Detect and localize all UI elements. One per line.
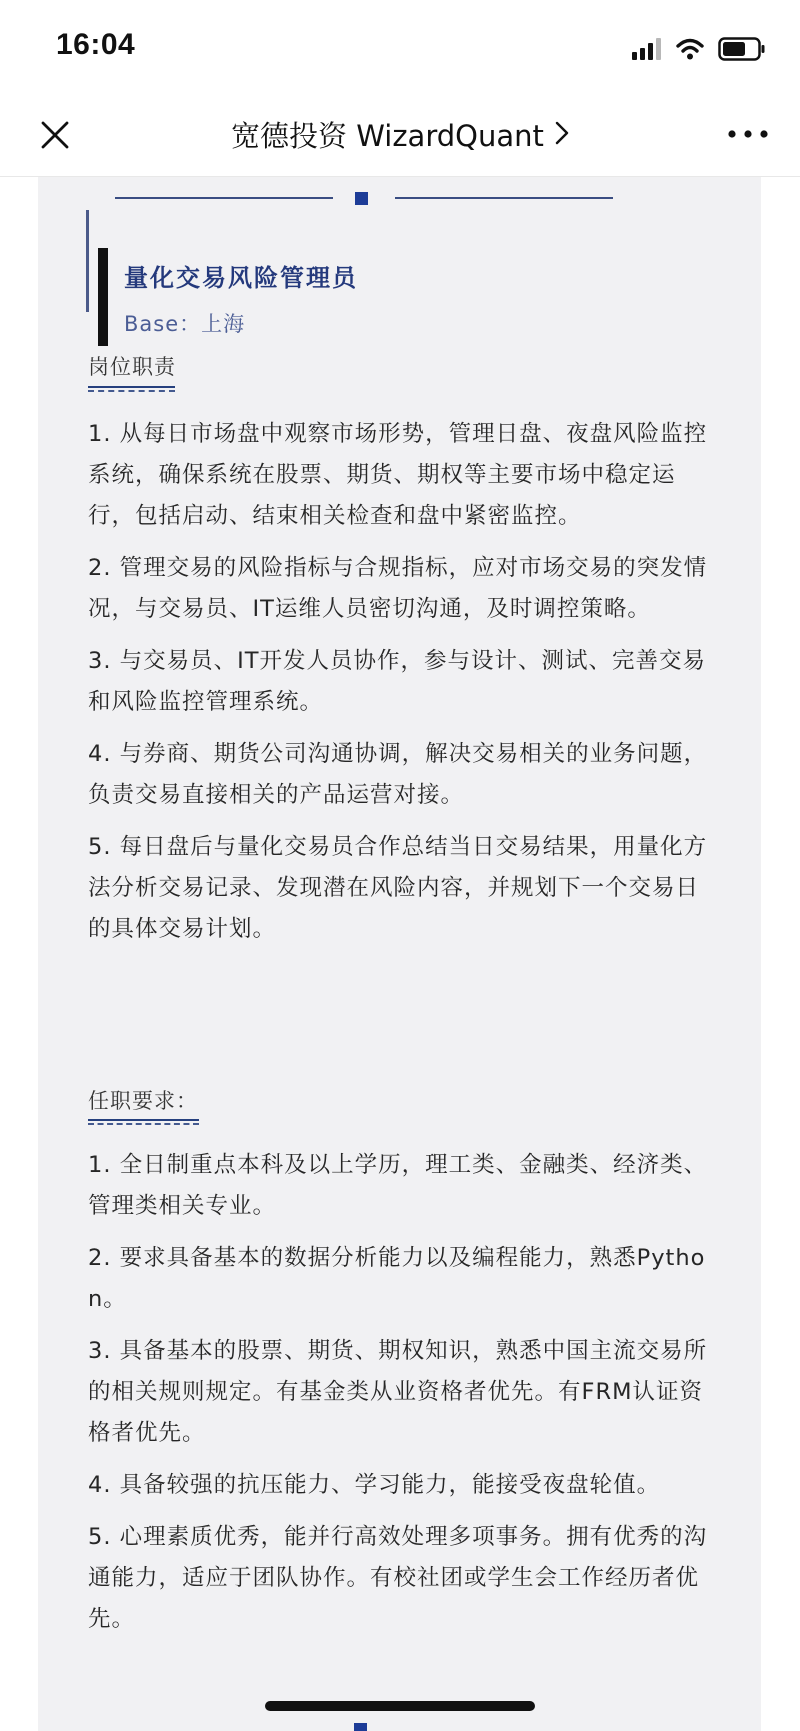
chevron-right-icon <box>555 120 569 146</box>
list-item: 4. 与券商、期货公司沟通协调，解决交易相关的业务问题，负责交易直接相关的产品运营对接。 <box>88 741 708 808</box>
nav-bar <box>0 96 800 177</box>
list-item: 3. 与交易员、IT开发人员协作，参与设计、测试、完善交易和风险监控管理系统。 <box>88 648 707 715</box>
responsibilities-heading: 岗位职责 <box>88 355 176 379</box>
battery-icon <box>718 37 766 61</box>
requirements-heading: 任职要求： <box>88 1089 198 1113</box>
status-time: 16:04 <box>56 28 136 61</box>
status-icons <box>632 32 766 66</box>
title-accent-thin-bar <box>86 210 89 312</box>
wifi-icon <box>676 38 704 60</box>
job-location <box>124 308 245 338</box>
list-item: 1. 从每日市场盘中观察市场形势，管理日盘、夜盘风险监控系统，确保系统在股票、期货、期权等主要市场中稳定运行，包括启动、结束相关检查和盘中紧密监控。 <box>88 421 708 529</box>
nav-title: 宽德投资 WizardQuant <box>231 119 544 153</box>
list-item: 5. 每日盘后与量化交易员合作总结当日交易结果，用量化方法分析交易记录、发现潜在风险内容，并规划下一个交易日的具体交易计划。 <box>88 834 708 942</box>
list-item: 2. 要求具备基本的数据分析能力以及编程能力，熟悉Python。 <box>88 1245 706 1312</box>
title-accent-thick-bar <box>98 248 108 346</box>
job-title: 量化交易风险管理员 <box>124 264 358 292</box>
responsibilities-list <box>88 414 712 961</box>
list-item: 1. 全日制重点本科及以上学历，理工类、金融类、经济类、管理类相关专业。 <box>88 1152 708 1219</box>
article-panel <box>38 177 761 1731</box>
job-title-block <box>86 210 726 358</box>
list-item: 3. 具备基本的股票、期货、期权知识，熟悉中国主流交易所的相关规则规定。有基金类从业资格者优先。有FRM认证资格者优先。 <box>88 1338 708 1446</box>
divider-square <box>355 192 368 205</box>
account-title-link[interactable] <box>0 114 800 155</box>
top-divider-ornament <box>38 190 761 206</box>
base-city: 上海 <box>201 312 246 336</box>
bottom-divider-square <box>354 1723 367 1731</box>
base-label: Base： <box>124 312 202 336</box>
divider-line-right <box>395 197 613 199</box>
responsibilities-underline <box>88 386 175 390</box>
list-item: 4. 具备较强的抗压能力、学习能力，能接受夜盘轮值。 <box>88 1472 661 1498</box>
requirements-underline <box>88 1119 199 1123</box>
list-item: 2. 管理交易的风险指标与合规指标，应对市场交易的突发情况，与交易员、IT运维人员密切沟通，及时调控策略。 <box>88 555 708 622</box>
requirements-list <box>88 1145 712 1651</box>
list-item: 5. 心理素质优秀，能并行高效处理多项事务。拥有优秀的沟通能力，适应于团队协作。有校社团或学生会工作经历者优先。 <box>88 1524 708 1632</box>
signal-icon <box>632 38 662 60</box>
status-bar <box>0 0 800 96</box>
divider-line-left <box>115 197 333 199</box>
more-icon[interactable] <box>726 122 770 146</box>
home-indicator[interactable] <box>265 1701 535 1711</box>
